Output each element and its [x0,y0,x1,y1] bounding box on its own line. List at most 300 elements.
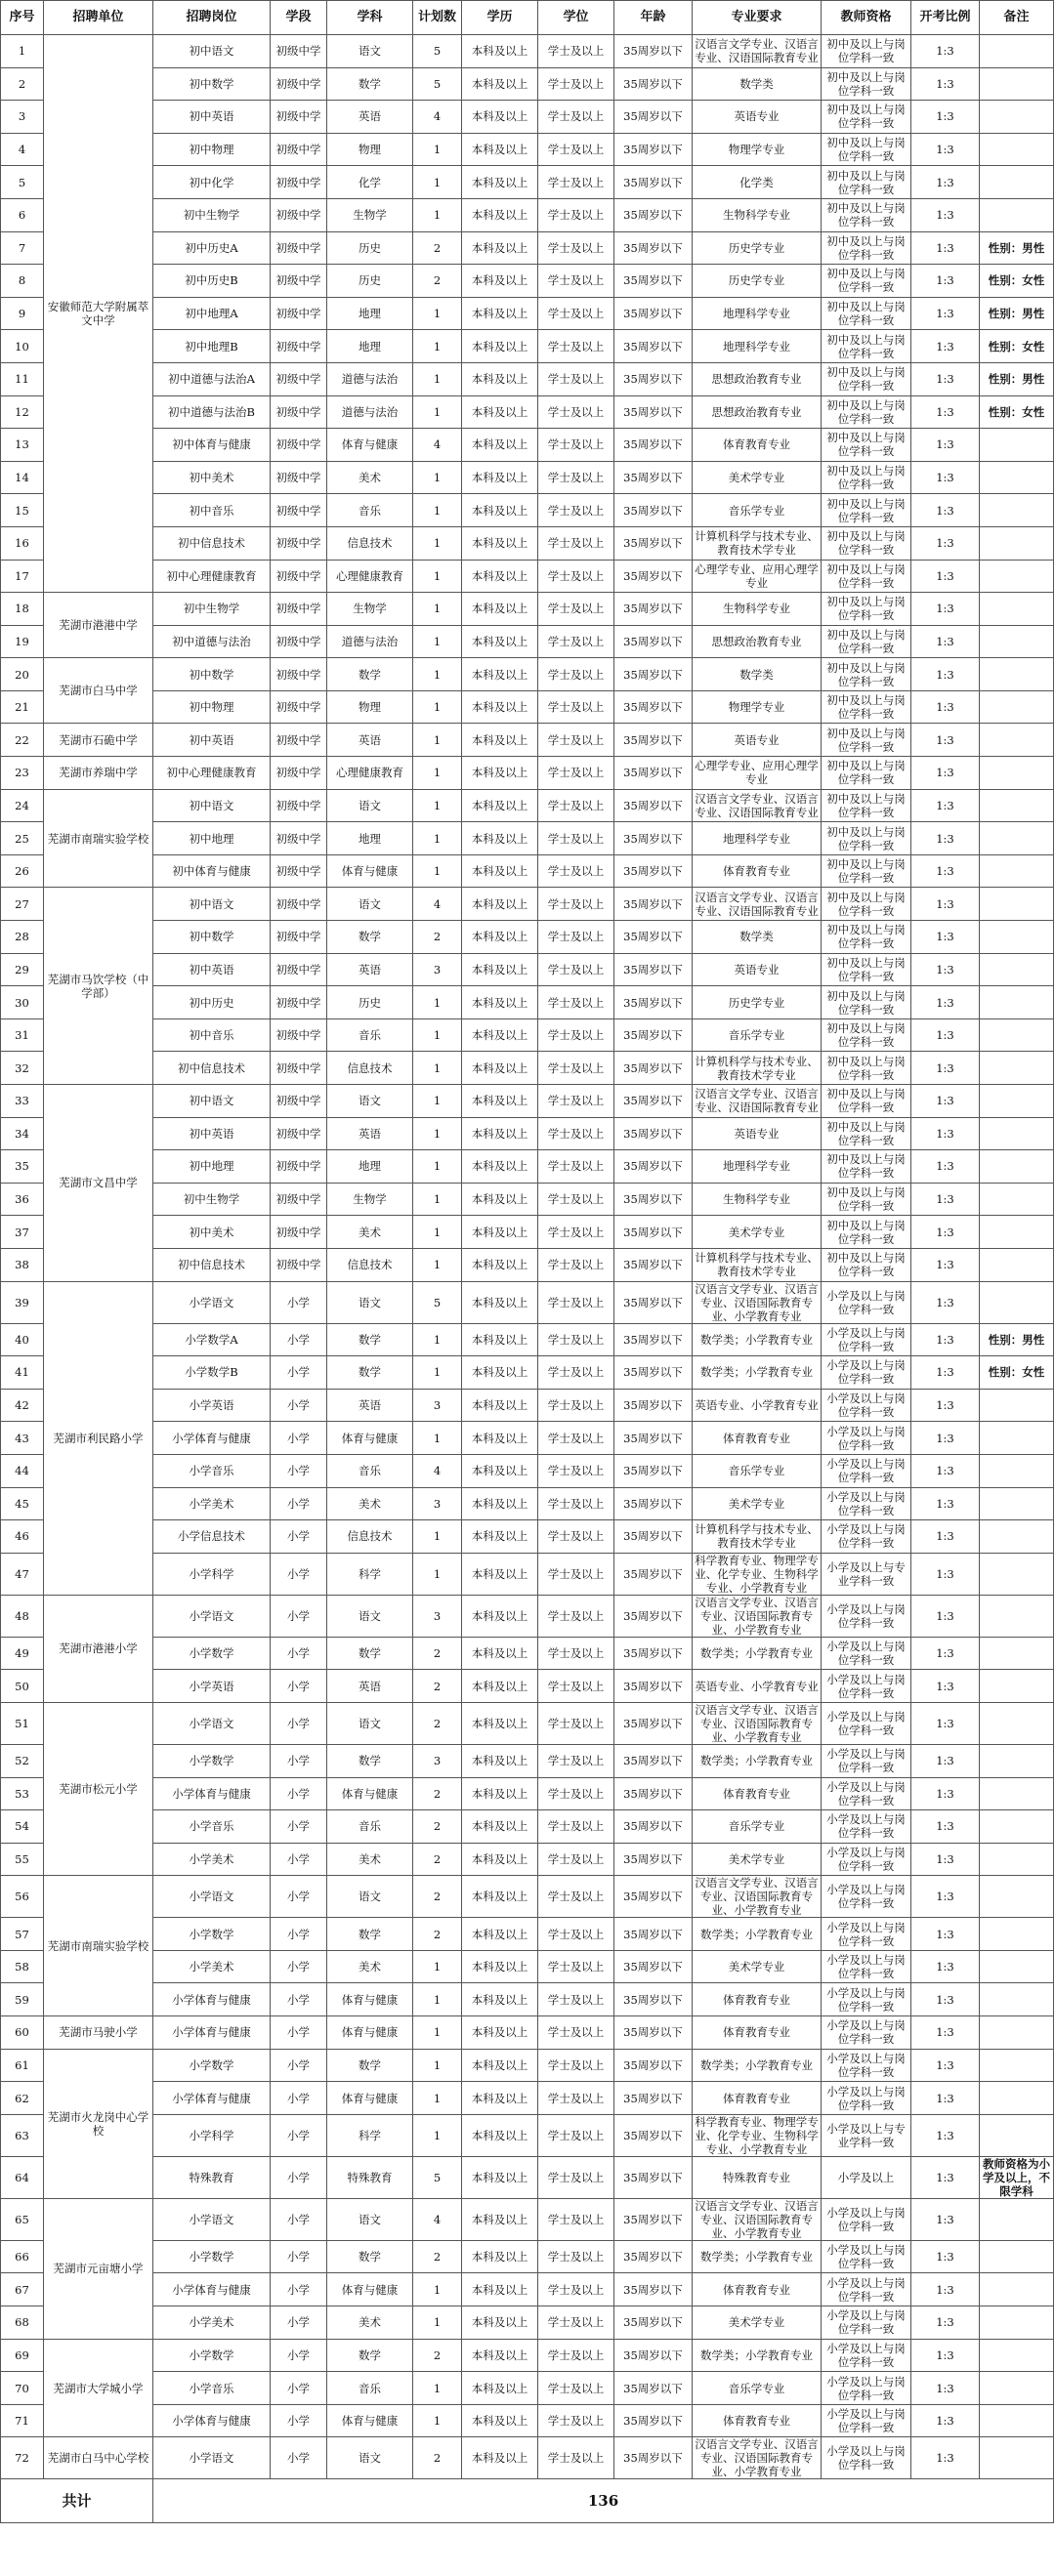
table-row [1,2156,1054,2198]
plan-count: 1 [413,822,462,855]
major-requirement: 音乐学专业 [693,494,822,527]
row-number: 65 [1,2198,44,2240]
age: 35周岁以下 [614,2306,693,2340]
age: 35周岁以下 [614,461,693,494]
school-level: 小学 [271,2372,327,2405]
education: 本科及以上 [462,854,538,888]
education: 本科及以上 [462,526,538,560]
education: 本科及以上 [462,2404,538,2437]
education: 本科及以上 [462,1983,538,2016]
teacher-qualification: 初中及以上与岗位学科一致 [822,1052,911,1085]
position: 小学体育与健康 [153,1777,271,1810]
table-row [1,2339,1054,2372]
position: 小学数学 [153,2049,271,2082]
teacher-qualification: 初中及以上与岗位学科一致 [822,526,911,560]
remarks [980,1520,1054,1554]
remarks [980,921,1054,954]
table-row [1,1520,1054,1554]
position: 小学美术 [153,1487,271,1520]
school-level: 初级中学 [271,461,327,494]
employer-unit: 芜湖市南瑞实验学校 [44,1876,153,2016]
teacher-qualification: 初中及以上与岗位学科一致 [822,986,911,1019]
degree: 学士及以上 [538,2016,614,2050]
remarks: 性别：男性 [980,362,1054,395]
degree: 学士及以上 [538,1950,614,1983]
school-level: 小学 [271,1389,327,1422]
education: 本科及以上 [462,2198,538,2240]
teacher-qualification: 初中及以上与岗位学科一致 [822,822,911,855]
subject: 数学 [327,1323,413,1356]
age: 35周岁以下 [614,822,693,855]
position: 小学体育与健康 [153,1422,271,1455]
position: 初中语文 [153,789,271,822]
table-row [1,1876,1054,1918]
exam-ratio: 1:3 [911,330,980,363]
row-number: 55 [1,1843,44,1876]
row-number: 37 [1,1216,44,1249]
exam-ratio: 1:3 [911,854,980,888]
school-level: 初级中学 [271,789,327,822]
degree: 学士及以上 [538,789,614,822]
position: 小学音乐 [153,2372,271,2405]
degree: 学士及以上 [538,888,614,921]
school-level: 小学 [271,2156,327,2198]
major-requirement: 体育教育专业 [693,429,822,462]
table-row [1,1744,1054,1777]
age: 35周岁以下 [614,2372,693,2405]
education: 本科及以上 [462,1744,538,1777]
exam-ratio: 1:3 [911,1150,980,1184]
table-row [1,2114,1054,2156]
education: 本科及以上 [462,2306,538,2340]
degree: 学士及以上 [538,658,614,691]
employer-unit: 芜湖市白马中学 [44,658,153,724]
exam-ratio: 1:3 [911,1637,980,1670]
major-requirement: 英语专业 [693,724,822,757]
major-requirement: 数学类；小学教育专业 [693,2339,822,2372]
degree: 学士及以上 [538,1422,614,1455]
position: 初中语文 [153,888,271,921]
exam-ratio: 1:3 [911,166,980,199]
exam-ratio: 1:3 [911,265,980,298]
employer-unit: 芜湖市港港中学 [44,593,153,658]
table-row [1,953,1054,986]
teacher-qualification: 小学及以上与岗位学科一致 [822,1637,911,1670]
plan-count: 1 [413,1216,462,1249]
subject: 体育与健康 [327,1983,413,2016]
row-number: 32 [1,1052,44,1085]
subject: 生物学 [327,593,413,626]
teacher-qualification: 初中及以上与岗位学科一致 [822,297,911,330]
age: 35周岁以下 [614,1553,693,1595]
age: 35周岁以下 [614,362,693,395]
table-row [1,1810,1054,1844]
degree: 学士及以上 [538,1520,614,1554]
remarks [980,625,1054,658]
major-requirement: 汉语言文学专业、汉语言专业、汉语国际教育专业、小学教育专业 [693,1281,822,1323]
row-number: 59 [1,1983,44,2016]
age: 35周岁以下 [614,2016,693,2050]
table-row [1,1670,1054,1703]
exam-ratio: 1:3 [911,1323,980,1356]
table-row [1,1777,1054,1810]
remarks [980,2198,1054,2240]
remarks [980,2339,1054,2372]
degree: 学士及以上 [538,854,614,888]
remarks [980,1637,1054,1670]
header-cell: 计划数 [413,1,462,35]
education: 本科及以上 [462,1918,538,1951]
degree: 学士及以上 [538,2049,614,2082]
plan-count: 3 [413,1744,462,1777]
subject: 英语 [327,1389,413,1422]
age: 35周岁以下 [614,1018,693,1052]
major-requirement: 数学类；小学教育专业 [693,1637,822,1670]
teacher-qualification: 初中及以上与岗位学科一致 [822,1085,911,1118]
exam-ratio: 1:3 [911,1248,980,1281]
exam-ratio: 1:3 [911,690,980,724]
school-level: 初级中学 [271,560,327,593]
degree: 学士及以上 [538,2339,614,2372]
education: 本科及以上 [462,1389,538,1422]
subject: 数学 [327,2240,413,2273]
row-number: 69 [1,2339,44,2372]
subject: 体育与健康 [327,1777,413,1810]
remarks [980,1389,1054,1422]
row-number: 71 [1,2404,44,2437]
subject: 数学 [327,1356,413,1390]
school-level: 小学 [271,1422,327,1455]
education: 本科及以上 [462,1281,538,1323]
row-number: 52 [1,1744,44,1777]
school-level: 初级中学 [271,330,327,363]
education: 本科及以上 [462,1216,538,1249]
plan-count: 1 [413,526,462,560]
table-row [1,625,1054,658]
degree: 学士及以上 [538,625,614,658]
teacher-qualification: 小学及以上与岗位学科一致 [822,1520,911,1554]
exam-ratio: 1:3 [911,1876,980,1918]
degree: 学士及以上 [538,1983,614,2016]
teacher-qualification: 初中及以上与岗位学科一致 [822,854,911,888]
exam-ratio: 1:3 [911,1950,980,1983]
age: 35周岁以下 [614,1150,693,1184]
remarks [980,133,1054,166]
row-number: 27 [1,888,44,921]
plan-count: 5 [413,67,462,101]
subject: 道德与法治 [327,362,413,395]
degree: 学士及以上 [538,1183,614,1216]
plan-count: 1 [413,1183,462,1216]
teacher-qualification: 小学及以上与岗位学科一致 [822,1918,911,1951]
position: 小学科学 [153,1553,271,1595]
row-number: 41 [1,1356,44,1390]
major-requirement: 体育教育专业 [693,2273,822,2306]
major-requirement: 汉语言文学专业、汉语言专业、汉语国际教育专业、小学教育专业 [693,1595,822,1637]
teacher-qualification: 小学及以上与岗位学科一致 [822,2306,911,2340]
exam-ratio: 1:3 [911,1183,980,1216]
remarks [980,101,1054,134]
exam-ratio: 1:3 [911,757,980,790]
teacher-qualification: 小学及以上与岗位学科一致 [822,1950,911,1983]
school-level: 初级中学 [271,362,327,395]
plan-count: 2 [413,231,462,265]
row-number: 5 [1,166,44,199]
education: 本科及以上 [462,2156,538,2198]
plan-count: 1 [413,1553,462,1595]
position: 初中地理B [153,330,271,363]
subject: 音乐 [327,1018,413,1052]
plan-count: 2 [413,1810,462,1844]
employer-unit: 芜湖市南瑞实验学校 [44,789,153,888]
subject: 美术 [327,1950,413,1983]
major-requirement: 体育教育专业 [693,2082,822,2115]
subject: 体育与健康 [327,2273,413,2306]
major-requirement: 思想政治教育专业 [693,362,822,395]
exam-ratio: 1:3 [911,1018,980,1052]
degree: 学士及以上 [538,1843,614,1876]
remarks [980,690,1054,724]
plan-count: 1 [413,2016,462,2050]
remarks [980,166,1054,199]
table-row [1,658,1054,691]
row-number: 4 [1,133,44,166]
subject: 美术 [327,1487,413,1520]
employer-unit: 芜湖市松元小学 [44,1702,153,1875]
school-level: 初级中学 [271,986,327,1019]
employer-unit: 芜湖市石硊中学 [44,724,153,757]
remarks: 性别：男性 [980,297,1054,330]
degree: 学士及以上 [538,1117,614,1150]
education: 本科及以上 [462,724,538,757]
remarks: 性别：女性 [980,395,1054,429]
row-number: 63 [1,2114,44,2156]
row-number: 34 [1,1117,44,1150]
age: 35周岁以下 [614,2339,693,2372]
table-row [1,1281,1054,1323]
remarks [980,461,1054,494]
remarks [980,724,1054,757]
education: 本科及以上 [462,1323,538,1356]
exam-ratio: 1:3 [911,198,980,231]
plan-count: 1 [413,1950,462,1983]
table-row [1,2437,1054,2479]
position: 初中数学 [153,921,271,954]
table-row [1,133,1054,166]
plan-count: 1 [413,2404,462,2437]
position: 初中生物学 [153,198,271,231]
teacher-qualification: 小学及以上与岗位学科一致 [822,1744,911,1777]
education: 本科及以上 [462,1183,538,1216]
table-row [1,2016,1054,2050]
school-level: 初级中学 [271,429,327,462]
teacher-qualification: 初中及以上与岗位学科一致 [822,1117,911,1150]
degree: 学士及以上 [538,67,614,101]
employer-unit: 芜湖市白马中心学校 [44,2437,153,2479]
education: 本科及以上 [462,2016,538,2050]
school-level: 小学 [271,1843,327,1876]
age: 35周岁以下 [614,101,693,134]
plan-count: 4 [413,429,462,462]
education: 本科及以上 [462,1595,538,1637]
teacher-qualification: 初中及以上与岗位学科一致 [822,658,911,691]
row-number: 14 [1,461,44,494]
position: 初中体育与健康 [153,429,271,462]
age: 35周岁以下 [614,1117,693,1150]
table-row [1,854,1054,888]
position: 初中英语 [153,724,271,757]
education: 本科及以上 [462,166,538,199]
major-requirement: 生物科学专业 [693,1183,822,1216]
remarks [980,526,1054,560]
employer-unit: 芜湖市文昌中学 [44,1085,153,1282]
remarks [980,2114,1054,2156]
degree: 学士及以上 [538,1702,614,1744]
age: 35周岁以下 [614,593,693,626]
table-row [1,986,1054,1019]
table-row [1,2372,1054,2405]
subject: 音乐 [327,1454,413,1487]
major-requirement: 英语专业 [693,101,822,134]
plan-count: 2 [413,265,462,298]
school-level: 初级中学 [271,1248,327,1281]
position: 小学体育与健康 [153,2404,271,2437]
table-row [1,1595,1054,1637]
employer-unit: 芜湖市利民路小学 [44,1281,153,1595]
remarks: 性别：女性 [980,330,1054,363]
subject: 历史 [327,265,413,298]
major-requirement: 数学类；小学教育专业 [693,1323,822,1356]
position: 小学体育与健康 [153,2082,271,2115]
subject: 信息技术 [327,1248,413,1281]
age: 35周岁以下 [614,1454,693,1487]
position: 小学数学 [153,1744,271,1777]
row-number: 31 [1,1018,44,1052]
row-number: 26 [1,854,44,888]
school-level: 小学 [271,1918,327,1951]
age: 35周岁以下 [614,1637,693,1670]
teacher-qualification: 初中及以上与岗位学科一致 [822,690,911,724]
table-row [1,429,1054,462]
degree: 学士及以上 [538,1670,614,1703]
age: 35周岁以下 [614,67,693,101]
teacher-qualification: 小学及以上与岗位学科一致 [822,1422,911,1455]
age: 35周岁以下 [614,1777,693,1810]
teacher-qualification: 初中及以上与岗位学科一致 [822,724,911,757]
school-level: 小学 [271,2016,327,2050]
subject: 英语 [327,1117,413,1150]
subject: 心理健康教育 [327,757,413,790]
row-number: 62 [1,2082,44,2115]
plan-count: 2 [413,1918,462,1951]
age: 35周岁以下 [614,330,693,363]
age: 35周岁以下 [614,1487,693,1520]
teacher-qualification: 小学及以上与岗位学科一致 [822,1876,911,1918]
school-level: 初级中学 [271,888,327,921]
degree: 学士及以上 [538,166,614,199]
age: 35周岁以下 [614,854,693,888]
row-number: 19 [1,625,44,658]
total-value: 136 [153,2479,1054,2523]
exam-ratio: 1:3 [911,986,980,1019]
subject: 地理 [327,1150,413,1184]
position: 小学美术 [153,1843,271,1876]
table-row [1,1637,1054,1670]
major-requirement: 心理学专业、应用心理学专业 [693,560,822,593]
exam-ratio: 1:3 [911,526,980,560]
subject: 语文 [327,1595,413,1637]
education: 本科及以上 [462,1454,538,1487]
degree: 学士及以上 [538,1777,614,1810]
major-requirement: 体育教育专业 [693,1777,822,1810]
subject: 数学 [327,1637,413,1670]
plan-count: 2 [413,2437,462,2479]
teacher-qualification: 小学及以上与岗位学科一致 [822,1454,911,1487]
remarks [980,2404,1054,2437]
remarks [980,198,1054,231]
age: 35周岁以下 [614,2404,693,2437]
plan-count: 2 [413,1702,462,1744]
row-number: 15 [1,494,44,527]
plan-count: 2 [413,1876,462,1918]
exam-ratio: 1:3 [911,724,980,757]
row-number: 54 [1,1810,44,1844]
remarks [980,1553,1054,1595]
position: 初中物理 [153,133,271,166]
degree: 学士及以上 [538,133,614,166]
plan-count: 1 [413,757,462,790]
age: 35周岁以下 [614,1356,693,1390]
degree: 学士及以上 [538,1595,614,1637]
plan-count: 1 [413,2273,462,2306]
plan-count: 3 [413,1595,462,1637]
exam-ratio: 1:3 [911,231,980,265]
degree: 学士及以上 [538,2114,614,2156]
table-row [1,35,1054,68]
position: 小学音乐 [153,1454,271,1487]
total-row [1,2479,1054,2523]
remarks [980,2273,1054,2306]
employer-unit: 安徽师范大学附属萃文中学 [44,35,153,593]
degree: 学士及以上 [538,297,614,330]
degree: 学士及以上 [538,724,614,757]
school-level: 小学 [271,1454,327,1487]
age: 35周岁以下 [614,2198,693,2240]
degree: 学士及以上 [538,461,614,494]
degree: 学士及以上 [538,494,614,527]
major-requirement: 计算机科学与技术专业、教育技术学专业 [693,1520,822,1554]
remarks [980,1843,1054,1876]
age: 35周岁以下 [614,1843,693,1876]
subject: 音乐 [327,1810,413,1844]
school-level: 初级中学 [271,1183,327,1216]
degree: 学士及以上 [538,921,614,954]
position: 初中地理 [153,1150,271,1184]
degree: 学士及以上 [538,2437,614,2479]
plan-count: 1 [413,724,462,757]
teacher-qualification: 初中及以上与岗位学科一致 [822,67,911,101]
row-number: 16 [1,526,44,560]
age: 35周岁以下 [614,395,693,429]
remarks [980,854,1054,888]
plan-count: 4 [413,1454,462,1487]
age: 35周岁以下 [614,1950,693,1983]
header-row [1,1,1054,35]
school-level: 小学 [271,1876,327,1918]
teacher-qualification: 小学及以上与岗位学科一致 [822,2273,911,2306]
row-number: 70 [1,2372,44,2405]
major-requirement: 物理学专业 [693,690,822,724]
